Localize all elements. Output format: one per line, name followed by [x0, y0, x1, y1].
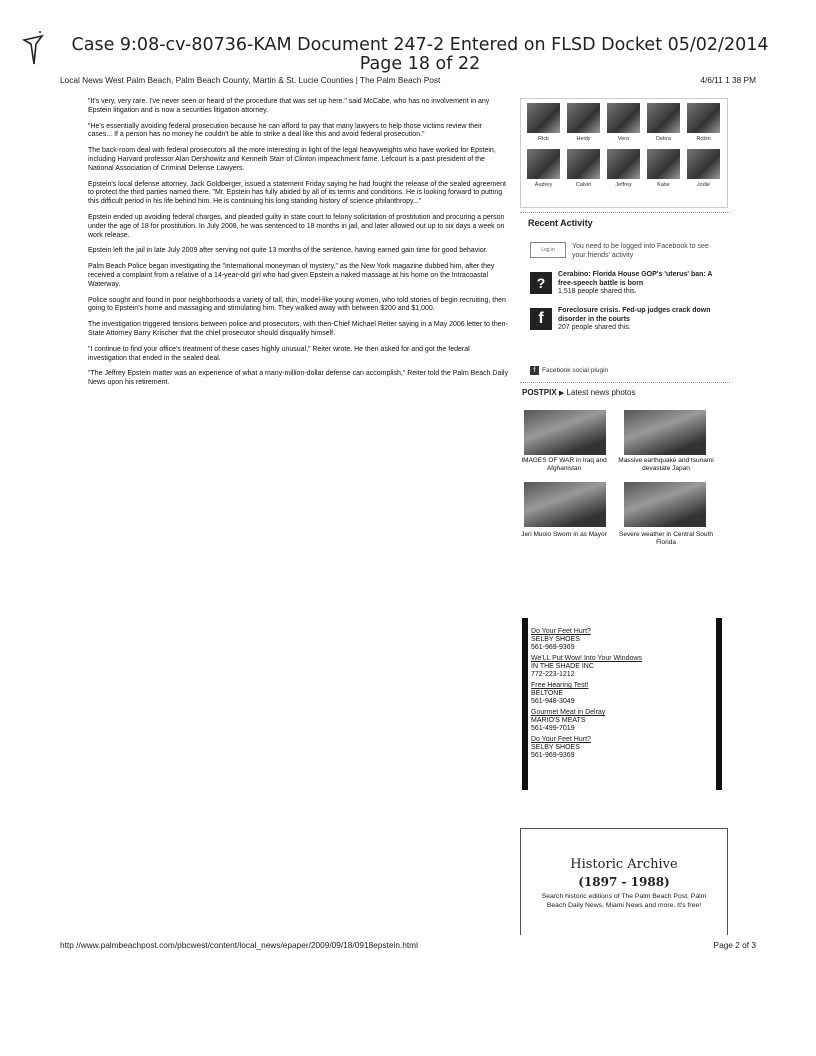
print-date: 4/6/11 1 38 PM — [700, 75, 756, 85]
ad-border-right — [716, 618, 722, 790]
friend-avatar[interactable] — [687, 103, 720, 133]
postpix-label[interactable]: POSTPIX — [522, 388, 557, 397]
ad-link[interactable]: Gourmet Meat in Delray — [531, 709, 606, 716]
article-paragraph: Epstein left the jail in late July 2009 after serving not quite 13 months of the sentence, having earned gain time for good behavior. — [88, 247, 488, 255]
postpix-photo[interactable] — [624, 482, 706, 527]
friend-avatar[interactable] — [567, 149, 600, 179]
historic-archive-box[interactable] — [520, 828, 728, 935]
archive-title[interactable]: Historic Archive — [570, 857, 678, 872]
article-paragraph: "He's essentially avoiding federal prosecution because he can afford to pay that many lawyers to help those victims review their cases... If a person has no money he couldn't be able to strike a deal like this and avoid federal prosecution." — [88, 122, 482, 139]
postpix-photo[interactable] — [524, 482, 606, 527]
friend-name[interactable]: Audrey — [534, 182, 553, 188]
article-paragraph: The investigation triggered tensions between police and prosecutors, with then-Chief Michael Reiter saying in a May 2006 letter to then-State Attorney Barry Krischer that the chief prosecutor should disqualify himself. — [88, 321, 508, 337]
article-paragraph: "It's very, very rare. I've never seen or heard of the procedure that was set up here." said McCabe, who has no involvement in any Epstein litigation and is now a securities litigation attorney. — [88, 98, 490, 114]
article-body — [88, 98, 508, 395]
ad-phone: 561-499-7019 — [531, 725, 575, 732]
activity-headline[interactable]: Foreclosure crisis. Fed-up judges crack down disorder in the courts — [558, 307, 711, 323]
court-stamp-icon — [22, 30, 44, 68]
activity-item[interactable] — [558, 271, 718, 297]
friend-avatar[interactable] — [567, 103, 600, 133]
friends-photo-grid — [520, 98, 728, 208]
divider — [520, 382, 730, 383]
article-paragraph: Palm Beach Police began investigating the "international moneyman of mystery," as the New York magazine dubbed him, after they received a complaint from a relative of a 14-year-old girl who had given Epstein a naked massage at his home on the Intracoastal Waterway. — [88, 263, 495, 288]
footer-page-number: Page 2 of 3 — [713, 940, 756, 950]
friend-avatar[interactable] — [527, 103, 560, 133]
login-message: You need to be logged into Facebook to see your friends' activity — [572, 243, 709, 259]
article-paragraph: Epstein ended up avoiding federal charges, and pleaded guilty in state court to felony solicitation of prostitution and procuring a person under the age of 18 for prostitution. In July 2008, he was sentenced to 18 months in jail, and later allowed out up to six days a week on work release. — [88, 213, 505, 239]
case-header: Case 9:08-cv-80736-KAM Document 247-2 Entered on FLSD Docket 05/02/2014 Page 18 of 22 — [71, 35, 769, 74]
postpix-caption[interactable]: Massive earthquake and tsunami devastate Japan — [618, 457, 714, 472]
ad-item — [531, 709, 701, 733]
footer-url: http //www.palmbeachpost.com/pbcwest/content/local_news/epaper/2009/09/18/0918epstein.html — [60, 940, 418, 950]
archive-years: (1897 - 1988) — [578, 875, 670, 889]
ad-company: SELBY SHOES — [531, 744, 580, 751]
friend-name[interactable]: Heidy — [576, 136, 591, 142]
postpix-caption[interactable]: Jeri Muoio Sworn in as Mayor — [521, 531, 607, 538]
friend-avatar[interactable] — [647, 149, 680, 179]
ad-item — [531, 628, 701, 652]
friend-avatar[interactable] — [687, 149, 720, 179]
article-paragraph: The back-room deal with federal prosecutors all the more interesting in light of the legal heavyweights who have worked for Epstein, including Harvard professor Alan Dershowitz and Kenneth Starr of Clinton impeachment fame. Lefcourt is a past president of the National Association of Criminal Defense Lawyers. — [88, 147, 496, 172]
postpix-photo[interactable] — [624, 410, 706, 455]
friend-name[interactable]: Jodie — [696, 182, 711, 188]
facebook-social-plugin[interactable] — [530, 366, 608, 375]
question-icon: ? — [530, 272, 552, 294]
friend-name[interactable]: Katie — [657, 182, 670, 188]
friend-name[interactable]: Robin — [696, 136, 711, 142]
friend-avatar[interactable] — [647, 103, 680, 133]
article-paragraph: Police sought and found in poor neighborhoods a variety of tall, thin, model-like young women, who told stories of begin recruiting, then going to Epstein's home and massaging and stimulating him. They walked away with between $200 and $1,000. — [88, 296, 506, 313]
friend-name[interactable]: Jeffrey — [615, 182, 632, 188]
friend-name[interactable]: Vero — [617, 136, 630, 142]
ad-link[interactable]: We'LL Put Wow! Into Your Windows — [531, 655, 642, 662]
ad-company: BELTONE — [531, 690, 564, 697]
facebook-icon: f — [530, 308, 552, 330]
arrow-icon: ▶ — [558, 390, 565, 397]
ad-phone: 561-969-9369 — [531, 644, 575, 651]
ad-border-left — [522, 618, 528, 790]
postpix-caption[interactable]: Severe weather in Central South Florida — [619, 531, 713, 546]
activity-shares: 1,518 people shared this. — [558, 288, 637, 295]
facebook-icon: f — [530, 366, 539, 375]
postpix-header — [522, 388, 635, 397]
sponsored-links — [522, 618, 732, 790]
article-paragraph: "I continue to find your office's treatment of these cases highly unusual," Reiter wrote. He then asked for and got the federal investigation that ended in the sealed deal. — [88, 345, 470, 362]
divider — [520, 212, 730, 213]
friend-name[interactable]: Rick — [538, 136, 549, 142]
facebook-login-button[interactable]: Log in — [530, 242, 566, 258]
ad-company: IN THE SHADE INC — [531, 663, 594, 670]
ad-link[interactable]: Do Your Feet Hurt? — [531, 628, 591, 635]
facebook-plugin-label: Facebook social plugin — [542, 367, 609, 375]
friend-name[interactable]: Debra — [656, 136, 671, 142]
ad-company: MARIO'S MEATS — [531, 717, 586, 724]
article-paragraph: Epstein's local defense attorney, Jack Goldberger, issued a statement Friday saying he had fought the release of the sealed agreement to protect the third parties named there. "Mr. Epstein has fully abided by all of its terms and conditions. He is looking forward to putting this difficult period in his life behind him. He is continuing his long standing history of science philanthropy..." — [88, 180, 506, 206]
activity-shares: 207 people shared this. — [558, 324, 631, 331]
ad-phone: 561-948-3049 — [531, 698, 575, 705]
friend-avatar[interactable] — [607, 103, 640, 133]
activity-item[interactable] — [558, 307, 718, 333]
ad-phone: 772-223-1212 — [531, 671, 575, 678]
postpix-caption[interactable]: IMAGES OF WAR in Iraq and Afghanistan — [521, 457, 607, 472]
activity-headline[interactable]: Cerabino: Florida House GOP's 'uterus' ban: A free-speech battle is born — [558, 271, 713, 287]
postpix-photo[interactable] — [524, 410, 606, 455]
ad-link[interactable]: Do Your Feet Hurt? — [531, 736, 591, 743]
recent-activity-title: Recent Activity — [528, 218, 593, 228]
ad-link[interactable]: Free Hearing Test! — [531, 682, 589, 689]
article-paragraph: "The Jeffrey Epstein matter was an experience of what a many-million-dollar defense can accomplish," Reiter told the Palm Beach Daily News upon his retirement. — [88, 370, 508, 387]
friend-name[interactable]: Calvin — [575, 182, 592, 188]
archive-description: Search historic editions of The Palm Beach Post, Palm Beach Daily News, Miami News and more. It's free! — [541, 893, 707, 909]
postpix-subtitle[interactable]: Latest news photos — [566, 388, 636, 397]
page-title: Local News West Palm Beach, Palm Beach County, Martin & St. Lucie Counties | The Palm Beach Post — [60, 75, 441, 85]
friend-avatar[interactable] — [527, 149, 560, 179]
ad-item — [531, 736, 701, 760]
facebook-friends-box — [520, 98, 730, 208]
ad-phone: 561-969-9369 — [531, 752, 575, 759]
ad-item — [531, 682, 701, 706]
ad-item — [531, 655, 701, 679]
friend-avatar[interactable] — [607, 149, 640, 179]
ad-company: SELBY SHOES — [531, 636, 580, 643]
